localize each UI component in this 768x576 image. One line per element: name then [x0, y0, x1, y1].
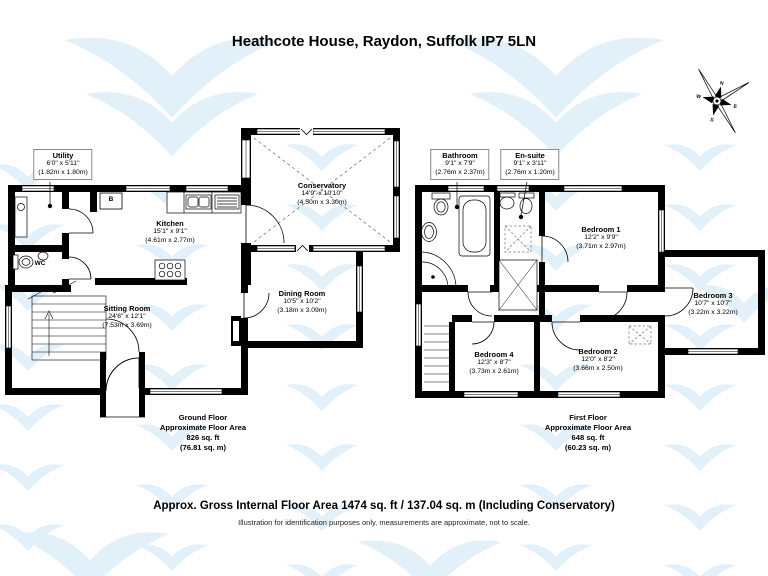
compass-e-label: E	[732, 103, 738, 111]
compass-n-label: N	[719, 80, 725, 87]
room-label-bedroom4: Bedroom 4 12'3" x 8'7" (3.73m x 2.61m)	[469, 350, 519, 375]
room-label-kitchen: Kitchen 15'1" x 9'1" (4.61m x 2.77m)	[145, 219, 195, 244]
room-label-utility: Utility 6'0" x 5'11" (1.82m x 1.80m)	[33, 149, 92, 180]
room-label-sitting-room: Sitting Room 24'6" x 12'1" (7.53m x 3.69m)	[102, 304, 152, 329]
hob-icon	[155, 260, 185, 280]
ground-floor-area-label: Ground Floor Approximate Floor Area 826 sq. ft (76.81 sq. m)	[159, 413, 247, 452]
toilet-icon	[432, 193, 450, 199]
room-label-ensuite: En-suite 9'1" x 3'11" (2.76m x 1.20m)	[500, 149, 559, 180]
room-label-conservatory: Conservatory 14'9" x 10'10" (4.50m x 3.30m)	[297, 181, 347, 206]
basin-icon	[500, 193, 515, 197]
page-title: Heathcote House, Raydon, Suffolk IP7 5LN	[231, 33, 537, 50]
fireplace-icon	[233, 321, 239, 341]
bedroom2-rooflight	[629, 326, 651, 344]
bathtub-icon	[459, 196, 490, 256]
room-label-dining-room: Dining Room 10'5" x 10'2" (3.18m x 3.09m)	[277, 289, 327, 314]
toilet-icon	[13, 255, 18, 269]
stairs-first	[424, 326, 449, 382]
room-label-bedroom2: Bedroom 2 12'0" x 8'2" (3.66m x 2.50m)	[573, 347, 623, 372]
room-label-bedroom3: Bedroom 3 10'7" x 10'7" (3.22m x 3.22m)	[688, 291, 738, 316]
toilet-icon	[519, 193, 534, 198]
room-label-bedroom1: Bedroom 1 12'2" x 9'9" (3.71m x 2.97m)	[576, 225, 626, 250]
gross-area-summary: Approx. Gross Internal Floor Area 1474 sq. ft / 137.04 sq. m (Including Conservatory)	[153, 500, 615, 512]
compass-s-label: S	[709, 116, 715, 124]
first-floor-area-label: First Floor Approximate Floor Area 648 sq. ft (60.23 sq. m)	[544, 413, 632, 452]
disclaimer-text: Illustration for identification purposes only, measurements are approximate, not to scale.	[238, 518, 530, 527]
room-label-wc: WC	[34, 260, 46, 267]
compass-icon	[685, 69, 749, 133]
stairs-ground	[28, 281, 106, 360]
kitchen-counter-icon	[167, 192, 241, 213]
boiler-label: B	[108, 196, 114, 203]
utility-fixtures	[15, 197, 27, 237]
ensuite-rooflight	[505, 226, 531, 252]
corner-shower-icon	[422, 252, 456, 288]
room-label-bathroom: Bathroom 9'1" x 7'9" (2.76m x 2.37m)	[430, 149, 489, 180]
compass-w-label: W	[695, 93, 702, 101]
basin-icon	[38, 252, 48, 260]
